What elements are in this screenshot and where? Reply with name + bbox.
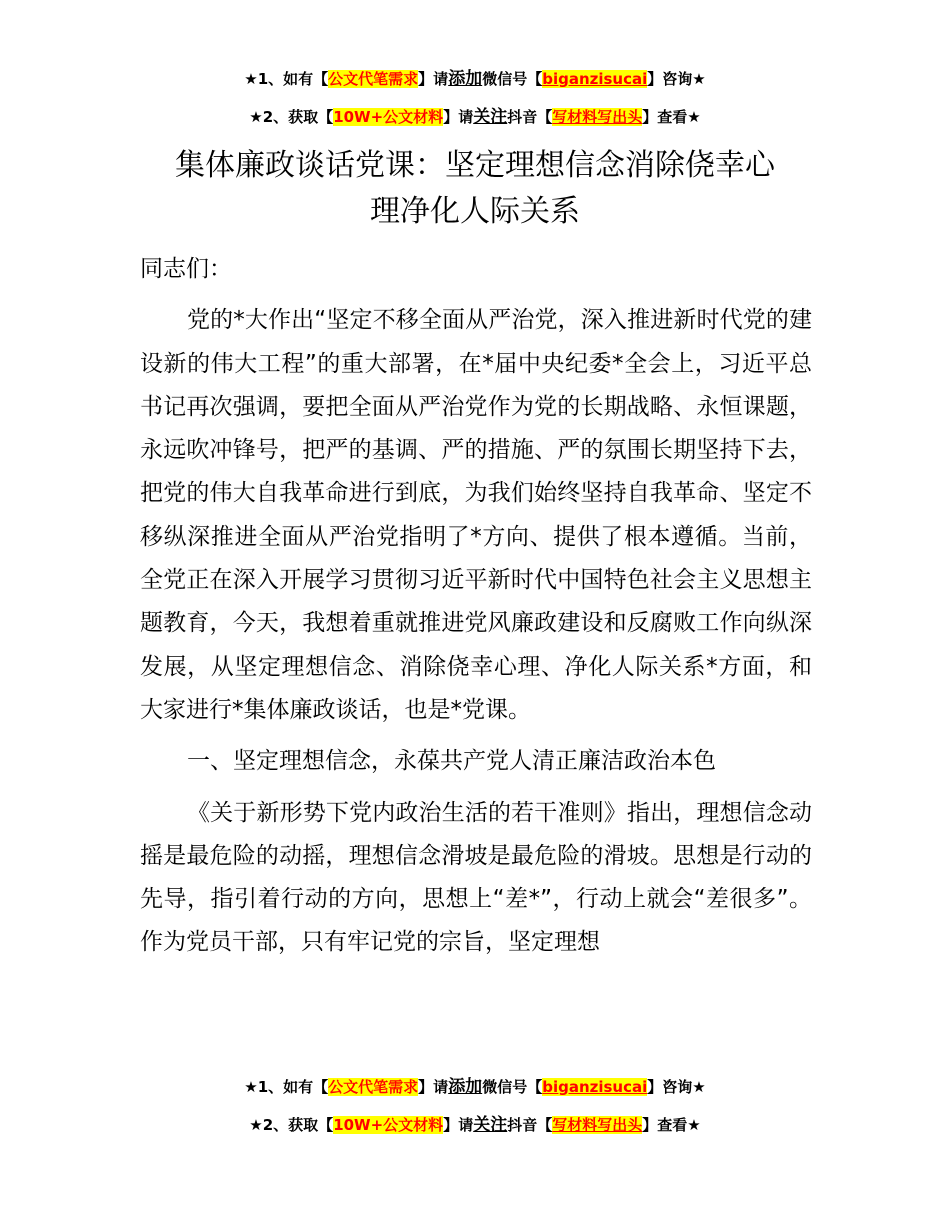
promo-text: 微信号【: [482, 70, 543, 88]
promo-text: 】请: [443, 108, 474, 126]
body-paragraph: 《关于新形势下党内政治生活的若干准则》指出，理想信念动摇是最危险的动摇，理想信念滑坡是最危险的滑坡。思想是行动的先导，指引着行动的方向，思想上“差*”，行动上就会“差很多”。作为党员干部，只有牢记党的宗旨，坚定理想: [140, 799, 812, 956]
douyin-id-highlight: 写材料写出头: [552, 108, 643, 126]
salutation: 同志们：: [140, 256, 232, 282]
footer-promo-line-1: [0, 1076, 950, 1098]
header-promo-line-2: [0, 106, 950, 128]
promo-text: 】请: [418, 1078, 449, 1096]
service-highlight: 公文代笔需求: [328, 1078, 419, 1096]
promo-text: ★2、获取【: [249, 108, 334, 126]
promo-text: 微信号【: [482, 1078, 543, 1096]
promo-text: ★1、如有【: [244, 70, 329, 88]
promo-text: ★2、获取【: [249, 1116, 334, 1134]
body-paragraph: 党的*大作出“坚定不移全面从严治党，深入推进新时代党的建设新的伟大工程”的重大部署，在*届中央纪委*全会上，习近平总书记再次强调，要把全面从严治党作为党的长期战略、永恒课题，永远吹冲锋号，把严的基调、严的措施、严的氛围长期坚持下去，把党的伟大自我革命进行到底，为我们始终坚持自我革命、坚定不移纵深推进全面从严治党指明了*方向、提供了根本遵循。当前，全党正在深入开展学习贯彻习近平新时代中国特色社会主义思想主题教育，今天，我想着重就推进党风廉政建设和反腐败工作向纵深发展，从坚定理想信念、消除侥幸心理、净化人际关系*方面，和大家进行*集体廉政谈话，也是*党课。: [140, 307, 812, 723]
materials-highlight: 10W+公文材料: [333, 108, 444, 126]
promo-text: 抖音【: [507, 1116, 553, 1134]
add-emphasis: 添加: [448, 69, 483, 89]
promo-text: 】查看★: [642, 1116, 701, 1134]
promo-text: 抖音【: [507, 108, 553, 126]
document-title-line-2: 理净化人际关系: [370, 194, 580, 229]
promo-text: 】查看★: [642, 108, 701, 126]
materials-highlight: 10W+公文材料: [333, 1116, 444, 1134]
follow-emphasis: 关注: [473, 1115, 508, 1135]
add-emphasis: 添加: [448, 1077, 483, 1097]
service-highlight: 公文代笔需求: [328, 70, 419, 88]
footer-promo-line-2: [0, 1114, 950, 1136]
wechat-id-highlight: biganzisucai: [542, 1078, 648, 1096]
promo-text: 】咨询★: [647, 70, 706, 88]
promo-text: 】请: [443, 1116, 474, 1134]
section-heading: 一、坚定理想信念，永葆共产党人清正廉洁政治本色: [187, 748, 716, 775]
header-promo-line-1: [0, 68, 950, 90]
promo-text: 】请: [418, 70, 449, 88]
wechat-id-highlight: biganzisucai: [542, 70, 648, 88]
douyin-id-highlight: 写材料写出头: [552, 1116, 643, 1134]
follow-emphasis: 关注: [473, 107, 508, 127]
promo-text: 】咨询★: [647, 1078, 706, 1096]
document-title-line-1: 集体廉政谈话党课：坚定理想信念消除侥幸心: [175, 148, 775, 183]
document-body: [140, 248, 812, 965]
promo-text: ★1、如有【: [244, 1078, 329, 1096]
